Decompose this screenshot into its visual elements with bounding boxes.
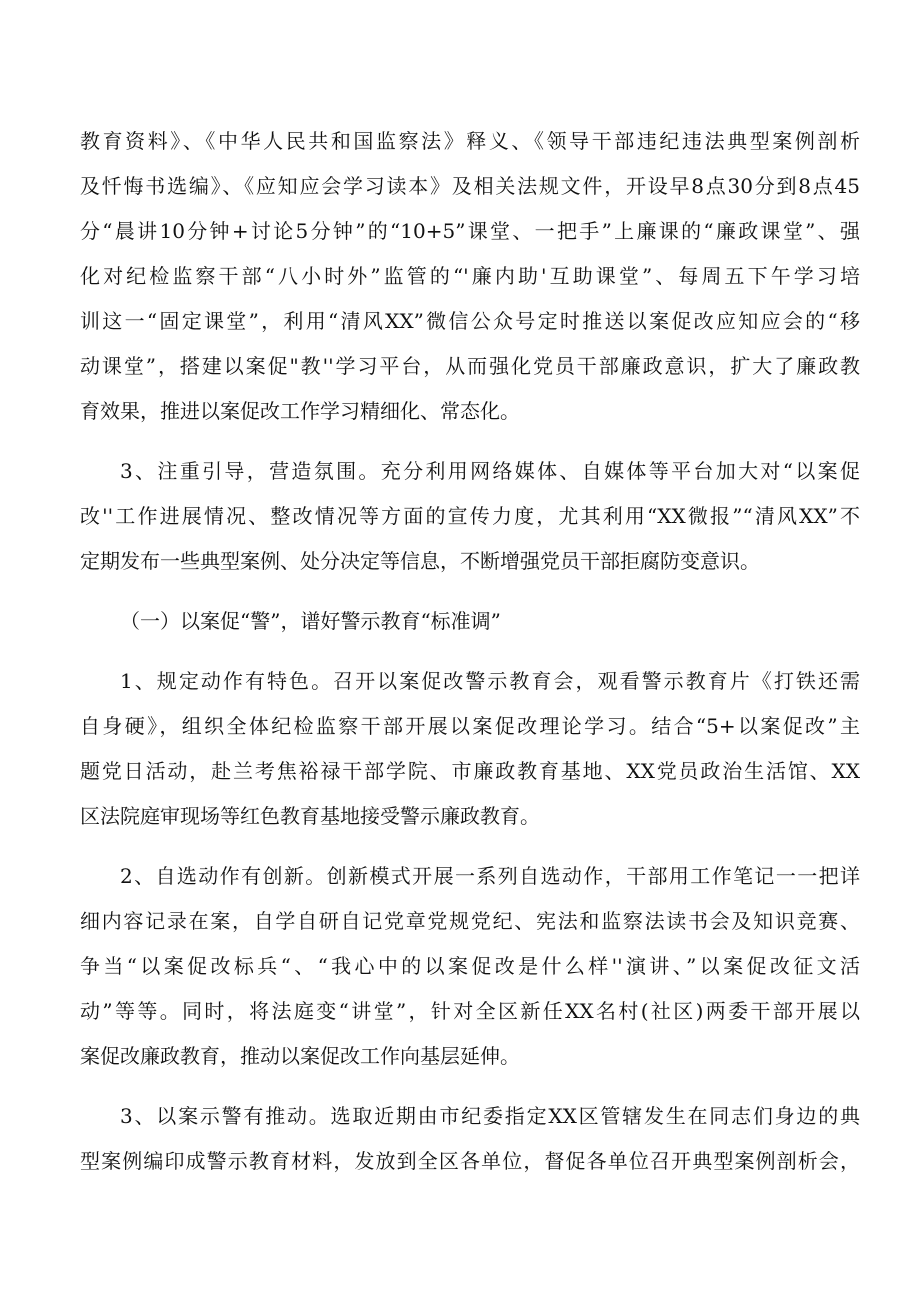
para3-line-1: 1、规定动作有特色。召开以案促改警示教育会，观看警示教育片《打铁还需 xyxy=(120,669,860,693)
para4-line-1: 2、自选动作有创新。创新模式开展一系列自选动作，干部用工作笔记一一把详 xyxy=(120,864,860,888)
para2-line-2: 改''工作进展情况、整改情况等方面的宣传力度，尤其利用“XX微报”“清风XX”不 xyxy=(80,504,860,528)
para4-line-3: 争当“以案促改标兵“、“我心中的以案促改是什么样''演讲、”以案促改征文活 xyxy=(80,954,860,978)
para3-line-4: 区法院庭审现场等红色教育基地接受警示廉政教育。 xyxy=(80,804,540,828)
para4-line-4: 动”等等。同时，将法庭变“讲堂”，针对全区新任XX名村(社区)两委干部开展以 xyxy=(80,999,860,1023)
para1-line-4: 化对纪检监察干部“八小时外”监管的“'廉内助'互助课堂”、每周五下午学习培 xyxy=(80,264,860,288)
section-heading: （一）以案促“警”，谱好警示教育“标准调” xyxy=(120,609,501,633)
para1-line-6: 动课堂”，搭建以案促"教''学习平台，从而强化党员干部廉政意识，扩大了廉政教 xyxy=(80,354,860,378)
para5-line-2: 型案例编印成警示教育材料，发放到全区各单位，督促各单位召开典型案例剖析会， xyxy=(80,1149,860,1173)
para5-line-1: 3、以案示警有推动。选取近期由市纪委指定XX区管辖发生在同志们身边的典 xyxy=(120,1104,860,1128)
para1-line-7: 育效果，推进以案促改工作学习精细化、常态化。 xyxy=(80,399,520,423)
para1-line-5: 训这一“固定课堂”，利用“清风XX”微信公众号定时推送以案促改应知应会的“移 xyxy=(80,309,860,333)
para4-line-5: 案促改廉政教育，推动以案促改工作向基层延伸。 xyxy=(80,1044,520,1068)
para3-line-2: 自身硬》，组织全体纪检监察干部开展以案促改理论学习。结合“5+以案促改”主 xyxy=(80,714,860,738)
para1-line-1: 教育资料》、《中华人民共和国监察法》释义、《领导干部违纪违法典型案例剖析 xyxy=(80,129,860,153)
para1-line-3: 分“晨讲10分钟+讨论5分钟”的“10+5”课堂、一把手”上廉课的“廉政课堂”、强 xyxy=(80,219,860,243)
para4-line-2: 细内容记录在案，自学自研自记党章党规党纪、宪法和监察法读书会及知识竞赛、 xyxy=(80,909,860,933)
para2-line-1: 3、注重引导，营造氛围。充分利用网络媒体、自媒体等平台加大对“以案促 xyxy=(120,459,860,483)
para1-line-2: 及忏悔书选编》、《应知应会学习读本》及相关法规文件，开设早8点30分到8点45 xyxy=(80,174,860,198)
para2-line-3: 定期发布一些典型案例、处分决定等信息，不断增强党员干部拒腐防变意识。 xyxy=(80,549,760,573)
para3-line-3: 题党日活动，赴兰考焦裕禄干部学院、市廉政教育基地、XX党员政治生活馆、XX xyxy=(80,759,860,783)
